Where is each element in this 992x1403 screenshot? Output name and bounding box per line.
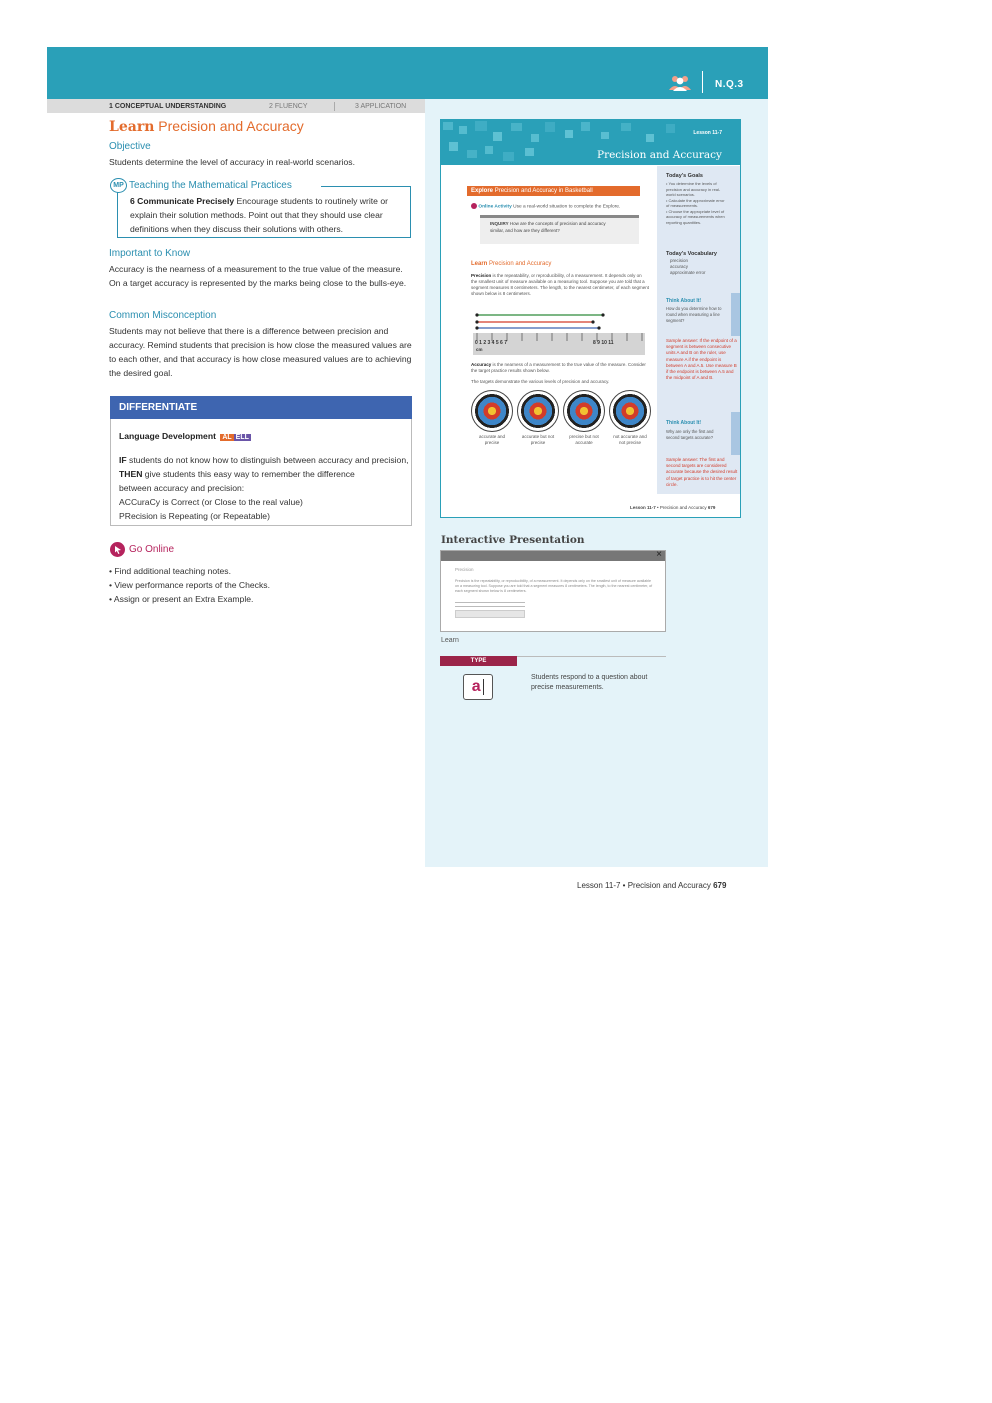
slide-line-2 — [455, 606, 525, 607]
footer-lesson: Lesson 11-7 — [577, 881, 621, 890]
student-page-title: Precision and Accuracy — [597, 149, 722, 161]
phase-tabs — [47, 99, 425, 113]
if-line — [119, 453, 419, 467]
think-1-text: How do you determine how to round when measuring a line segment? — [666, 306, 722, 323]
type-description: Students respond to a question about precise measurements. — [531, 674, 648, 691]
go-online-icon — [110, 542, 125, 557]
mnemonic-2: PRecision is Repeating (or Repeatable) — [119, 511, 270, 521]
go-online-list — [109, 564, 409, 606]
student-learn-heading — [471, 261, 551, 267]
side-tab-1 — [731, 293, 740, 336]
presentation-title-bar — [441, 551, 665, 561]
precision-text — [471, 273, 649, 297]
objective-heading: Objective — [109, 141, 151, 152]
differentiate-text — [119, 453, 419, 523]
language-development — [119, 431, 251, 441]
goals-list — [666, 181, 728, 225]
sample-answer-1: Sample answer: If the endpoint of a segment is between consecutive units A and B on the ruler, use measure A if the endpoint is between A and A.5. Use measure B if the endpoint is between A.5 and the midpoint of A and B. — [666, 338, 737, 381]
learn-word: Learn — [109, 119, 155, 135]
title-text: Precision and Accuracy — [158, 118, 304, 134]
list-item: • View performance reports of the Checks. — [109, 580, 270, 590]
header-divider — [702, 71, 703, 93]
inquiry-body: How are the concepts of precision and accuracy similar, and how are they different? — [490, 221, 606, 233]
target-accurate-not-precise — [517, 390, 559, 432]
accuracy-word: Accuracy — [471, 362, 492, 367]
slide-heading: Precision — [455, 567, 474, 572]
goal-1: You determine the levels of precision and accuracy in real-world scenarios. — [666, 181, 721, 197]
then-line — [119, 467, 389, 495]
page-header — [47, 47, 768, 99]
footer-page-number: 679 — [713, 881, 727, 890]
important-text: Accuracy is the nearness of a measurement to the true value of the measure. On a target accuracy is represented by the marks being close to the bulls-eye. — [109, 264, 407, 288]
mp-text — [130, 194, 402, 236]
list-item: • Choose the appropriate level of accuracy of measurements when reporting quantities. — [666, 208, 725, 225]
target-label-2: accurate but not precise — [521, 434, 555, 445]
slide-text: Precision is the repeatability, or reproducibility, of a measurement. It depends only on the smallest unit of measure available on a measuring tool. Suppose you are told that a segment measures 8 centimeters. The length, to the nearest centimeter, of each segment shown below is 8 centimeters. — [455, 579, 653, 593]
online-activity-icon — [471, 203, 477, 209]
precision-body: is the repeatability, or reproducibility, of a measurement. It depends only on the smallest unit of measure available on a measuring tool. Suppose you are told that a segment measures 8 centimeters. The length, to the nearest centimeter, of each segment shown below is 8 centimeters. — [471, 273, 650, 296]
important-heading: Important to Know — [109, 248, 191, 259]
list-item: • Calculate the approximate error of measurements. — [666, 197, 725, 208]
goals-heading: Today's Goals — [666, 173, 703, 179]
vocab-3: approximate error — [670, 270, 706, 275]
inquiry-word: INQUIRY — [490, 221, 509, 226]
online-activity-label: Online Activity — [478, 204, 512, 210]
student-page-banner — [441, 120, 740, 165]
vocab-1: precision — [670, 258, 689, 263]
presentation-caption: Learn — [441, 637, 459, 644]
go-online-heading: Go Online — [129, 544, 175, 555]
explore-title: Precision and Accuracy in Basketball — [494, 188, 593, 194]
student-footer-title: Precision and Accuracy — [659, 505, 707, 510]
goal-3: Choose the appropriate level of accuracy of measurements when reporting quantities. — [666, 208, 725, 225]
lang-dev-label: Language Development — [119, 431, 216, 441]
targets-text: The targets demonstrate the various levels of precision and accuracy. — [471, 379, 610, 384]
type-label: TYPE — [440, 656, 517, 666]
al-badge: AL — [222, 434, 232, 441]
precision-word: Precision — [471, 273, 492, 278]
footer-title: Precision and Accuracy — [627, 881, 711, 890]
target-not-accurate-not-precise — [609, 390, 651, 432]
go-online-item-3: Assign or present an Extra Example. — [113, 594, 254, 604]
misconception-text: Students may not believe that there is a difference between precision and accuracy. Remind students that precision is how close the measured values are to each other, and that accuracy is how close measured values are to achieving the desired goal. — [109, 326, 412, 378]
online-activity-text: Use a real-world situation to complete the Explore. — [513, 204, 621, 210]
go-online-item-2: View performance reports of the Checks. — [114, 580, 270, 590]
accuracy-text — [471, 362, 649, 374]
student-learn-word: Learn — [471, 261, 488, 267]
close-icon[interactable]: × — [656, 549, 662, 560]
mp-heading: Teaching the Mathematical Practices — [129, 180, 292, 191]
vocab-2: accuracy — [670, 264, 689, 269]
inquiry-box — [480, 215, 639, 244]
page-footer: Lesson 11-7 • Precision and Accuracy 679 — [577, 881, 727, 890]
goal-2: Calculate the approximate error of measurements. — [666, 197, 725, 208]
target-label-3: precise but not accurate — [569, 434, 599, 445]
type-divider — [517, 656, 666, 657]
page-title — [109, 118, 304, 135]
differentiate-heading: DIFFERENTIATE — [110, 396, 412, 419]
online-activity-line — [471, 203, 651, 209]
objective-text: Students determine the level of accuracy in real-world scenarios. — [109, 157, 355, 167]
student-footer-page: 679 — [707, 505, 716, 510]
vocab-list — [670, 258, 730, 276]
mp-icon: MP — [110, 178, 127, 193]
if-text: students do not know how to distinguish between accuracy and precision, — [126, 455, 409, 465]
student-footer-lesson: Lesson 11-7 — [630, 505, 656, 510]
think-about-it-1: Think About It! — [666, 298, 702, 304]
tab-application: 3 APPLICATION — [355, 102, 407, 110]
type-glyph: a — [471, 678, 481, 695]
people-icon — [669, 75, 691, 91]
ruler-diagram — [473, 311, 653, 356]
if-word: IF — [119, 455, 127, 465]
target-precise-not-accurate — [563, 390, 605, 432]
interactive-presentation-heading: Interactive Presentation — [441, 534, 585, 546]
then-text: give students this easy way to remember the difference between accuracy and precision: — [119, 469, 355, 493]
tab-fluency: 2 FLUENCY — [255, 102, 335, 111]
tab-conceptual-understanding: 1 CONCEPTUAL UNDERSTANDING — [109, 102, 227, 110]
slide-line-1 — [455, 602, 525, 603]
mnemonic-1: ACCuraCy is Correct (or Close to the real value) — [119, 497, 303, 507]
target-label-4: not accurate and not precise — [613, 434, 647, 445]
go-online-item-1: Find additional teaching notes. — [114, 566, 231, 576]
think-2-text: Why are only the first and second targets accurate? — [666, 429, 714, 440]
list-item: • Find additional teaching notes. — [109, 566, 231, 576]
misconception-heading: Common Misconception — [109, 310, 217, 321]
target-label-1: accurate and precise — [478, 434, 506, 445]
type-icon — [463, 674, 493, 700]
mp-bold: 6 Communicate Precisely — [130, 196, 235, 206]
student-learn-title: Precision and Accuracy — [489, 261, 552, 267]
standard-code: N.Q.3 — [715, 79, 744, 90]
ruler-labels-right: 8 9 10 11 — [593, 340, 614, 346]
list-item: • You determine the levels of precision and accuracy in real-world scenarios. — [666, 181, 721, 197]
explore-word: Explore — [471, 188, 494, 194]
text-cursor-icon — [483, 679, 485, 695]
list-item: • Assign or present an Extra Example. — [109, 594, 254, 604]
student-lesson-label: Lesson 11-7 — [693, 130, 722, 136]
slide-ruler — [455, 610, 525, 618]
inquiry-text — [490, 221, 610, 234]
ruler-unit: cm — [476, 347, 483, 352]
side-tab-2 — [731, 412, 740, 455]
target-accurate-precise — [471, 390, 513, 432]
then-word: THEN — [119, 469, 143, 479]
ell-badge: ELL — [235, 434, 249, 441]
sample-answer-2: Sample answer: The first and second targets are considered accurate because the desired result of target practice is to hit the center circle. — [666, 457, 738, 487]
accuracy-body: is the nearness of a measurement to the true value of the measure. Consider the target practice results shown below. — [471, 362, 646, 373]
ruler-labels-left: 0 1 2 3 4 5 6 7 — [475, 340, 507, 346]
mp-body: Encourage students to routinely write or explain their solution methods. Point out that they should use clear definitions when they discuss their solutions with others. — [130, 196, 388, 234]
think-about-it-2: Think About It! — [666, 420, 702, 426]
student-page-footer: Lesson 11-7 • Precision and Accuracy 679 — [630, 505, 716, 510]
explore-bar — [467, 186, 640, 196]
vocab-heading: Today's Vocabulary — [666, 251, 717, 257]
